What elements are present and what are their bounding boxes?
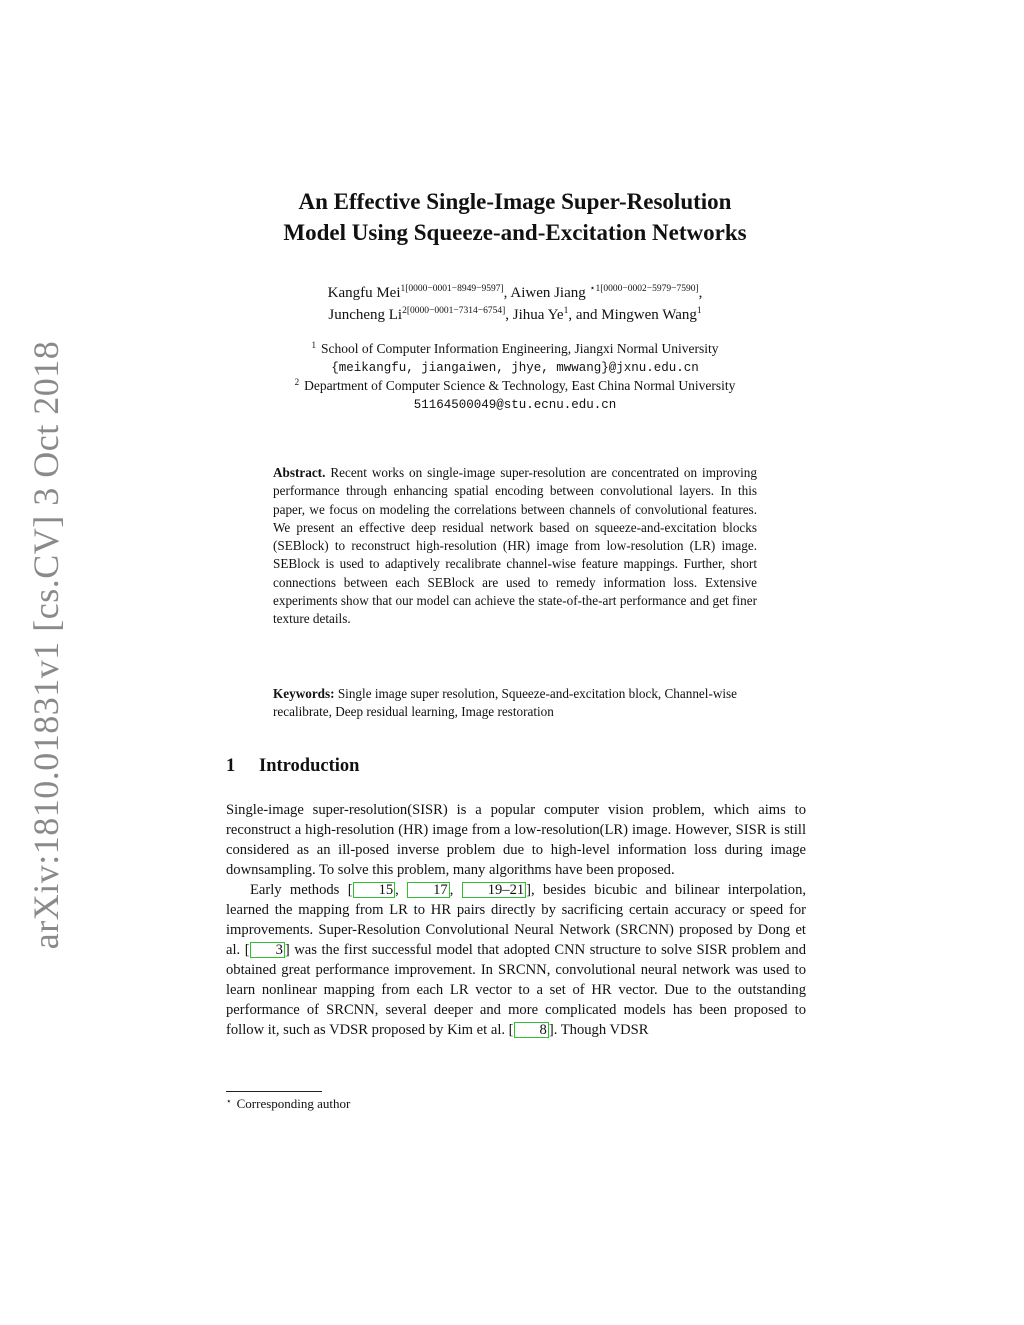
author-affil-mark: 1 <box>563 306 569 316</box>
author-name: Mingwen Wang <box>601 307 697 323</box>
affiliations <box>180 340 850 414</box>
citation-link[interactable]: 8 <box>514 1022 549 1038</box>
paragraph: Early methods [ 15 , 17 , 19–21 ], besides bicubic and bilinear interpolation, learned the mapping from LR to HR pairs directly by sacrificing certain accuracy or speed for improvements. Super-Resolution Convolutional Neural Network (SRCNN) proposed by Dong et al. [ 3 ] was the first successful model that adopted CNN structure to solve SISR problem and obtained great performance improvement. In SRCNN, convolutional neural network was used to learn nonlinear mapping from each LR vector to a set of HR vector. Due to the outstanding performance of SRCNN, several deeper and more complicated models has been proposed to follow it, such as VDSR proposed by Kim et al. [ 8 ]. Though VDSR <box>226 882 807 1038</box>
affil-name: School of Computer Information Engineering, Jiangxi Normal University <box>321 341 719 356</box>
title-line-1: An Effective Single-Image Super-Resolution <box>298 189 732 214</box>
affiliation-2 <box>180 377 850 396</box>
text-run: , <box>449 882 462 898</box>
keywords-label: Keywords: <box>273 686 335 701</box>
authors-line-2: Juncheng $Li^{2[0000-0001-7314-6754]}$, Jihua Ye$^1$, and Mingwen Wang$^1$ <box>328 306 702 323</box>
paragraph: Single-image super-resolution(SISR) is a popular computer vision problem, which aims to reconstruct a high-resolution (HR) image from a low-resolution(LR) image. However, SISR is still considered as an ill-posed inverse problem due to high-level information loss during image downsampling. To solve this problem, many algorithms have been proposed. <box>226 802 806 878</box>
arxiv-id-text: arXiv:1810.01831v1 [cs.CV] 3 Oct 2018 <box>26 340 67 950</box>
arxiv-identifier-stamp <box>16 340 76 950</box>
affil-email: {meikangfu, jiangaiwen, jhye, mwwang}@jxnu.edu.cn <box>331 360 699 375</box>
author-orcid: ⋆1[0000−0002−5979−7590] <box>589 284 699 294</box>
author-name: Aiwen Jiang <box>510 285 586 301</box>
affil-name: Department of Computer Science & Technology, East China Normal University <box>304 378 736 393</box>
abstract-label: Abstract. <box>273 465 326 480</box>
keywords-text: Single image super resolution, Squeeze-and-excitation block, Channel-wise recalibrate, Deep residual learning, Image restoration <box>273 686 738 720</box>
text-run: Early methods <box>250 882 348 898</box>
affil-email: 51164500049@stu.ecnu.edu.cn <box>413 397 617 412</box>
author-list <box>180 282 850 326</box>
author-orcid: 2[0000−0001−7314−6754] <box>402 306 506 316</box>
citation-link[interactable]: 15 <box>353 882 396 898</box>
footnote-text: Corresponding author <box>236 1096 351 1111</box>
affiliation-1 <box>180 340 850 359</box>
footnote <box>226 1096 350 1112</box>
author-orcid: 1[0000−0001−8949−9597] <box>400 284 504 294</box>
section-title: Introduction <box>259 756 360 776</box>
author-name: Juncheng Li <box>328 307 403 323</box>
author-affil-mark: 1 <box>696 306 702 316</box>
author-name: Kangfu Mei <box>327 285 401 301</box>
body-text <box>226 800 806 1040</box>
footnote-rule <box>226 1091 322 1092</box>
keywords <box>273 685 763 722</box>
section-number: 1 <box>226 756 236 776</box>
abstract <box>273 464 757 629</box>
footnote-mark: ⋆ <box>226 1096 232 1106</box>
authors-line-1: Kangfu Mei$^{1[0000-0001-8949-9597]}$, Aiwen Jiang $^{⋆1[0000-0002-5979-7590]}$, <box>327 284 703 301</box>
citation-link[interactable]: 3 <box>250 942 285 958</box>
text-run: . Though VDSR <box>553 1022 649 1038</box>
affil-mark: 2 <box>294 377 300 387</box>
abstract-text: Recent works on single-image super-resolution are concentrated on improving performance through enhancing spatial encoding between convolutional layers. In this paper, we focus on modeling the correlations between channels of convolutional features. We present an effective deep residual network based on squeeze-and-excitation blocks (SEBlock) to reconstruct high-resolution (HR) image from low-resolution (LR) image. SEBlock is used to adaptively recalibrate channel-wise feature mappings. Further, short connections between each SEBlock are used to remedy information loss. Extensive experiments show that our model can achieve the state-of-the-art performance and get finer texture details. <box>273 465 757 627</box>
title-line-2: Model Using Squeeze-and-Excitation Networks <box>283 220 747 245</box>
citation-link[interactable]: 17 <box>407 882 450 898</box>
citation-link[interactable]: 19–21 <box>462 882 526 898</box>
paper-title <box>180 186 850 248</box>
author-name: Jihua Ye <box>512 307 564 323</box>
text-run: , besides bicubic and bilinear interpolation, learned the mapping from LR to HR pairs directly by sacrificing certain accuracy or speed for improvements. Super-Resolution Convolutional Neural Network (SRCNN) proposed by Dong et al. <box>226 882 807 958</box>
affil-mark: 1 <box>311 340 317 350</box>
text-run: was the first successful model that adopted CNN structure to solve SISR problem and obtained great performance improvement. In SRCNN, convolutional neural network was used to learn nonlinear mapping from each LR vector to a set of HR vector. Due to the outstanding performance of SRCNN, several deeper and more complicated models has been proposed to follow it, such as VDSR proposed by Kim et al. <box>226 942 806 1038</box>
section-heading <box>226 756 359 777</box>
text-run: , <box>395 882 408 898</box>
